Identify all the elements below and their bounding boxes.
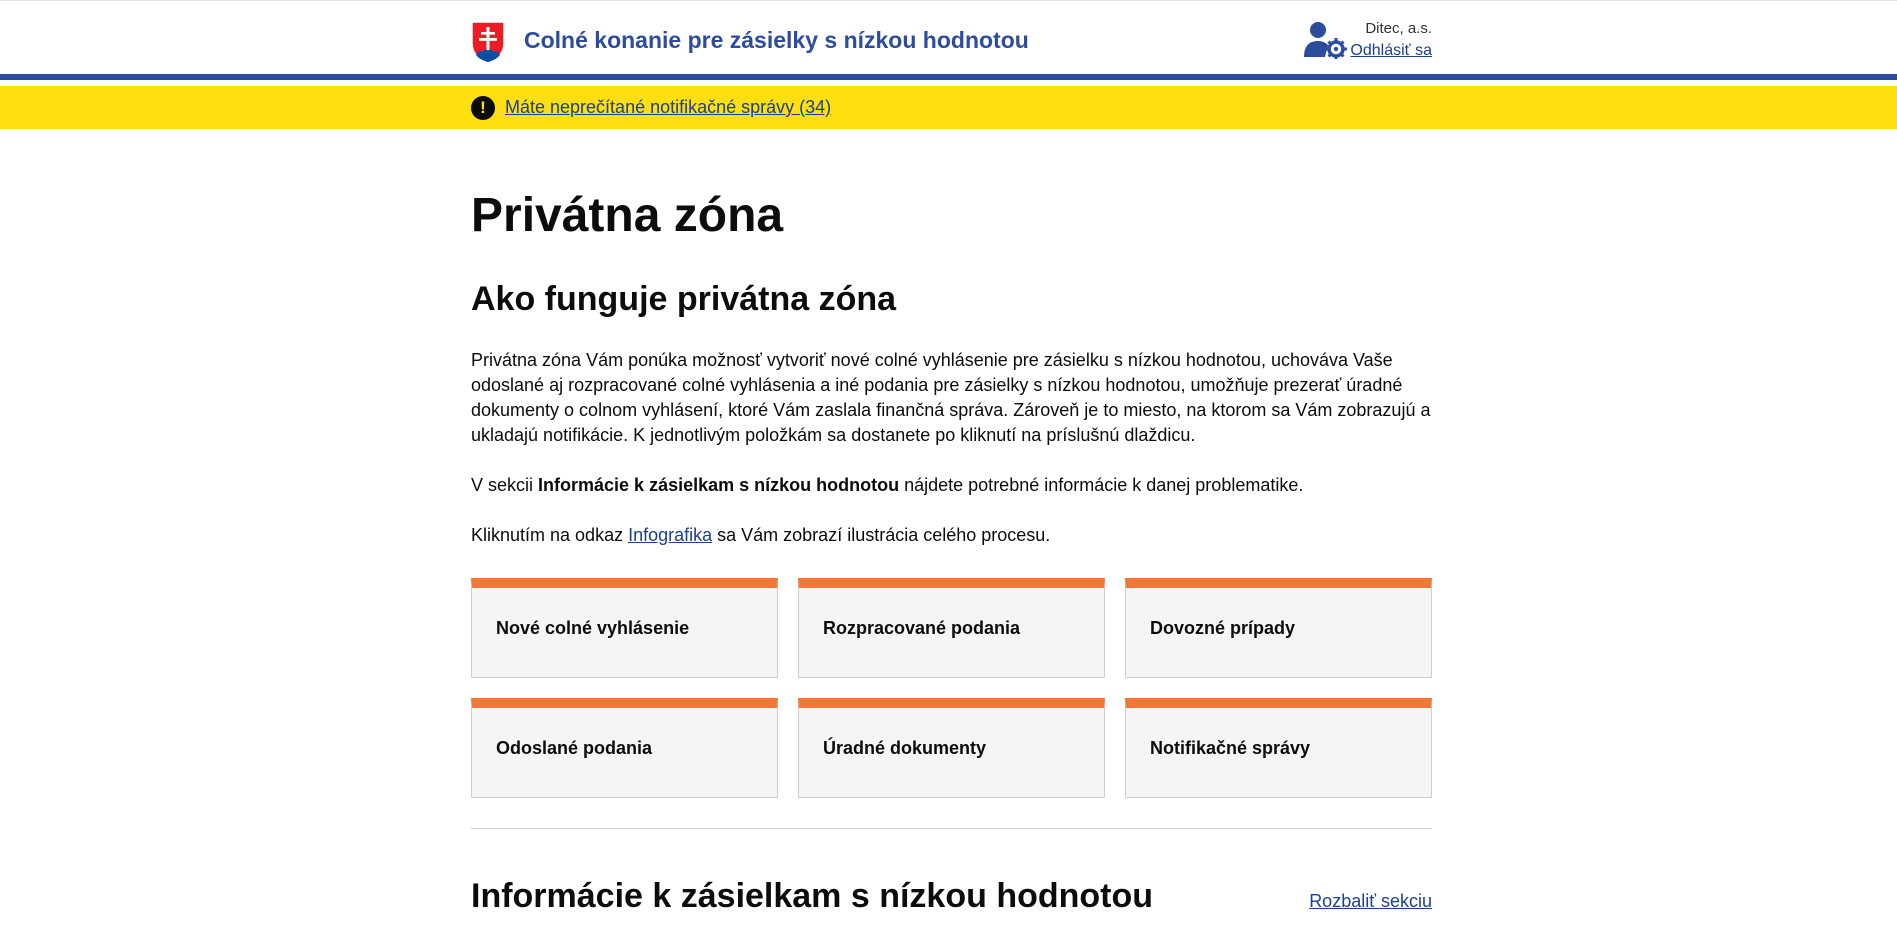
tile-label: Rozpracované podania [823,618,1021,638]
notice-container [471,86,1432,129]
user-name: Ditec, a.s. [1365,20,1432,37]
site-header [0,0,1897,80]
tile-new-declaration[interactable] [471,578,778,678]
expand-section-link[interactable]: Rozbaliť sekciu [1309,891,1432,911]
site-title[interactable]: Colné konanie pre zásielky s nízkou hodnotou [524,27,1029,53]
tile-label: Nové colné vyhlásenie [496,618,690,638]
tile-notifications[interactable] [1125,698,1432,798]
tile-label: Odoslané podania [496,738,653,758]
tile-official-documents[interactable] [798,698,1105,798]
notification-banner [0,86,1897,129]
tile-drafts[interactable] [798,578,1105,678]
page-title: Privátna zóna [471,189,784,242]
tile-import-cases[interactable] [1125,578,1432,678]
infographic-paragraph [471,523,1432,548]
section-title: Ako funguje privátna zóna [471,280,897,318]
info-section-title: Informácie k zásielkam s nízkou hodnotou [471,877,1154,915]
info-bold-text: Informácie k zásielkam s nízkou hodnotou [538,475,900,495]
section-divider [471,828,1432,829]
intro-paragraph: Privátna zóna Vám ponúka možnosť vytvoriť nové colné vyhlásenie pre zásielku s nízkou hodnotou, uchováva Vaše odoslané aj rozpracované colné vyhlásenia a iné podania pre zásielky s nízkou hodnotou, umožňuje prezerať úradné dokumenty o colnom vyhlásení, ktoré Vám zaslala finančná správa. Zároveň je to miesto, na ktorom sa Vám zobrazujú a ukladajú notifikácie. K jednotlivým položkám sa dostanete po kliknutí na príslušnú dlaždicu. [471,350,1431,445]
slovak-coat-of-arms-icon[interactable] [471,21,505,64]
tile-label: Notifikačné správy [1150,738,1311,758]
tile-label: Úradné dokumenty [823,738,987,758]
tile-sent-submissions[interactable] [471,698,778,798]
info-prefix: V sekcii [471,475,539,495]
infographic-suffix: sa Vám zobrazí ilustrácia celého procesu. [712,525,1051,545]
info-paragraph [471,473,1432,498]
info-suffix: nájdete potrebné informácie k danej problematike. [899,475,1304,495]
user-settings-icon[interactable] [1303,21,1347,59]
header-container [471,1,1432,81]
logout-link[interactable]: Odhlásiť sa [1350,42,1432,59]
infographic-link[interactable]: Infografika [628,525,713,545]
unread-notifications-link[interactable]: Máte neprečítané notifikačné správy (34) [505,97,832,117]
exclamation-icon: ! [471,96,495,120]
tile-label: Dovozné prípady [1150,618,1296,638]
infographic-prefix: Kliknutím na odkaz [471,525,629,545]
